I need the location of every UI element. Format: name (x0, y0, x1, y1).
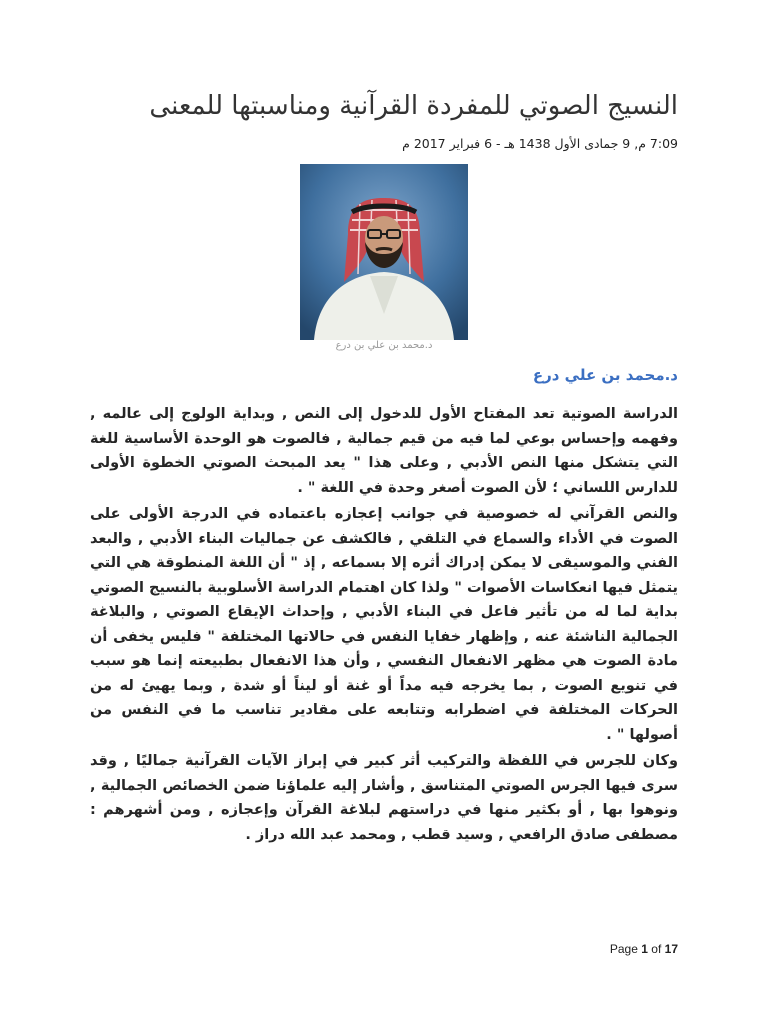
author-photo (300, 164, 468, 340)
page-of: of (651, 942, 662, 956)
page-label: Page (609, 942, 638, 956)
article-paragraph: وكان للجرس في اللفظة والتركيب أثر كبير في إبراز الآيات القرآنية جماليًا , وقد سرى فيها الجرس الصوتي المتناسق , وأشار إليه علماؤنا ضمن الخصائص الجمالية , ونوهوا بها , أو بكثير منها في دراستهم لبلاغة القرآن وإعجازه , ومن أشهرهم : مصطفى صادق الرافعي , وسيد قطب , ومحمد عبد الله دراز . (90, 753, 678, 843)
article-paragraph: الدراسة الصوتية تعد المفتاح الأول للدخول إلى النص , وبداية الولوج إلى عالمه , وفهمه وإحساس بوعي لما فيه من قيم جمالية , فالصوت هو الوحدة الأساسية للغة التي يتشكل منها النص الأدبي , وعلى هذا " يعد المبحث الصوتي الخطوة الأولى للدارس اللساني ؛ لأن الصوت أصغر وحدة في اللغة " . (90, 406, 678, 496)
article-paragraph: والنص القرآني له خصوصية في جوانب إعجازه باعتماده في الدرجة الأولى على الصوت في الأداء والسماع في التلقي , فالكشف عن جماليات البناء الأدبي , والبعد الفني والموسيقى لا يمكن إدراك أثره إلا بسماعه , إذ " أن اللغة المنطوقة هي التي يتمثل فيها انعكاسات الأصوات " ولذا كان اهتمام الدراسة الأسلوبية بالنسيج الصوتي بداية لما له من تأثير فاعل في البناء الأدبي , وإحداث الإيقاع الصوتي , والبلاغة الجمالية الناشئة عنه , وإظهار خفايا النفس في حالاتها المختلفة " فليس يخفى أن مادة الصوت هي مظهر الانفعال النفسي , وأن هذا الانفعال بطبيعته إنما هو سبب في تنويع الصوت , بما يخرجه فيه مداً أو غنة أو ليناً أو شدة , وبما يهيئ له من الحركات المختلفة في اضطرابه وتتابعه على مقادير تناسب ما في النفس من أصولها " . (90, 506, 678, 743)
page-number (610, 942, 678, 956)
page-total: 17 (664, 942, 678, 956)
photo-caption: د.محمد بن علي بن درع (335, 340, 433, 351)
page-current: 1 (641, 942, 648, 956)
article-body (90, 402, 678, 849)
article-dateline: 7:09 م, 9 جمادى الأول 1438 هـ - 6 فبراير 2017 م (402, 136, 678, 151)
author-link[interactable]: د.محمد بن علي درع (532, 366, 678, 384)
article-title: النسيج الصوتي للمفردة القرآنية ومناسبتها للمعنى (149, 91, 678, 121)
